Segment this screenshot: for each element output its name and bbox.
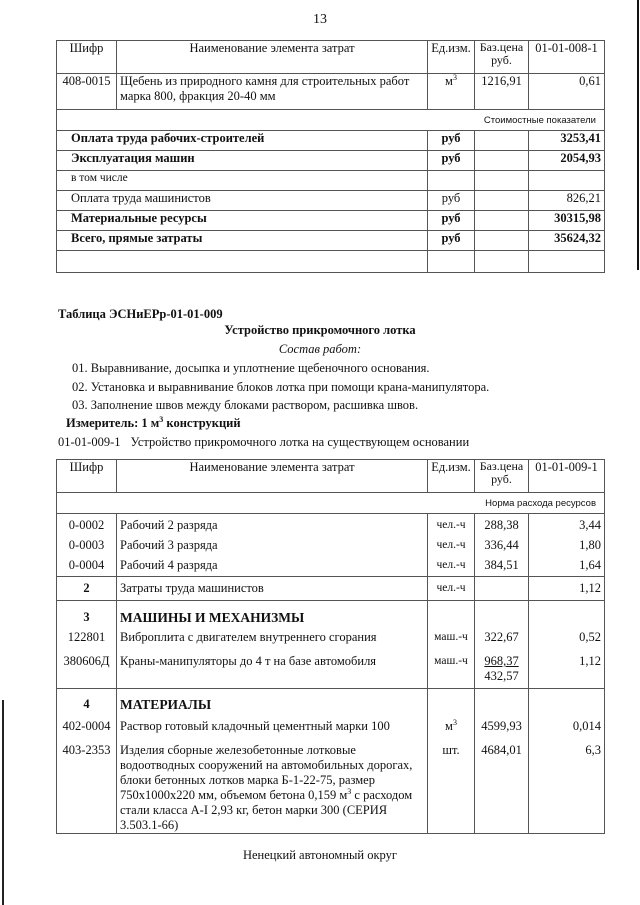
row-unit: чел.-ч <box>428 577 475 601</box>
table-header-row <box>57 460 605 493</box>
row-unit: маш.-ч <box>428 625 475 645</box>
row-value: 0,014 <box>529 712 605 734</box>
table-header-row <box>57 41 605 74</box>
scan-edge-right <box>637 0 639 270</box>
header-item-code: 01-01-009-1 <box>529 460 605 493</box>
cost-row <box>57 171 605 191</box>
group-code: 3 <box>57 601 117 626</box>
item-code: 01-01-009-1 <box>58 435 121 449</box>
row-code: 403-2353 <box>57 734 117 834</box>
cost-name: в том числе <box>57 171 428 191</box>
group-title: МАТЕРИАЛЫ <box>117 689 428 713</box>
cost-row <box>57 231 605 251</box>
cost-name: Оплата труда рабочих-строителей <box>57 131 428 151</box>
section-label: Стоимостные показатели <box>57 110 605 131</box>
machinist-labor-row <box>57 577 605 601</box>
header-unit: Ед.изм. <box>428 460 475 493</box>
table-row <box>57 625 605 645</box>
cost-unit: руб <box>428 231 475 251</box>
page-footer: Ненецкий автономный округ <box>242 848 398 862</box>
measure-unit: Измеритель: 1 $м^3$ конструкций <box>66 414 241 430</box>
cost-unit: руб <box>428 131 475 151</box>
cost-row <box>57 191 605 211</box>
row-unit: чел.-ч <box>428 514 475 534</box>
row-name: Краны-манипуляторы до 4 т на базе автомобиля <box>117 645 428 689</box>
cost-unit: руб <box>428 151 475 171</box>
table-row <box>57 712 605 734</box>
row-unit: чел.-ч <box>428 533 475 553</box>
row-name: Рабочий 2 разряда <box>117 514 428 534</box>
section-label: Норма расхода ресурсов <box>57 493 605 514</box>
row-price: 288,38 <box>475 514 529 534</box>
row-value: 1,12 <box>529 577 605 601</box>
cost-spacer-row <box>57 251 605 273</box>
row-value: 0,52 <box>529 625 605 645</box>
row-price: 384,51 <box>475 553 529 577</box>
row-unit: $м^3$ <box>428 74 475 110</box>
header-item-code: 01-01-008-1 <box>529 41 605 74</box>
row-code: 408-0015 <box>57 74 117 110</box>
row-code: 0-0003 <box>57 533 117 553</box>
header-name: Наименование элемента затрат <box>117 460 428 493</box>
cost-value: 35624,32 <box>529 231 605 251</box>
header-code: Шифр <box>57 460 117 493</box>
header-price: Баз.цена руб. <box>475 41 529 74</box>
header-code: Шифр <box>57 41 117 74</box>
item-code-line <box>58 435 469 450</box>
row-unit: чел.-ч <box>428 553 475 577</box>
row-price: 4684,01 <box>475 734 529 834</box>
row-code: 0-0004 <box>57 553 117 577</box>
materials-group-header <box>57 689 605 713</box>
row-code: 380606Д <box>57 645 117 689</box>
composition-label: Состав работ: <box>278 342 362 356</box>
row-price: 322,67 <box>475 625 529 645</box>
row-name: Виброплита с двигателем внутреннего сгорания <box>117 625 428 645</box>
cost-unit: руб <box>428 191 475 211</box>
cost-unit: руб <box>428 211 475 231</box>
cost-unit <box>428 171 475 191</box>
table-row <box>57 734 605 834</box>
work-item: 02. Установка и выравнивание блоков лотка при помощи крана-манипулятора. <box>72 380 490 394</box>
cost-row <box>57 211 605 231</box>
row-value: 1,64 <box>529 553 605 577</box>
header-unit: Ед.изм. <box>428 41 475 74</box>
row-code: 2 <box>57 577 117 601</box>
header-price: Баз.цена руб. <box>475 460 529 493</box>
table-row <box>57 645 605 689</box>
work-item: 03. Заполнение швов между блоками раствором, расшивка швов. <box>72 398 419 412</box>
row-name: Затраты труда машинистов <box>117 577 428 601</box>
row-value: 1,12 <box>529 645 605 689</box>
work-item: 01. Выравнивание, досыпка и уплотнение щебеночного основания. <box>72 361 430 375</box>
row-price: 1216,91 <box>475 74 529 110</box>
row-code: 122801 <box>57 625 117 645</box>
section-subtitle: Устройство прикромочного лотка <box>224 323 416 337</box>
row-code: 0-0002 <box>57 514 117 534</box>
cost-value <box>529 171 605 191</box>
row-price: 968,37 432,57 <box>475 645 529 689</box>
row-name: Раствор готовый кладочный цементный марки 100 <box>117 712 428 734</box>
row-price: 336,44 <box>475 533 529 553</box>
table-row <box>57 553 605 577</box>
cost-value: 826,21 <box>529 191 605 211</box>
row-code: 402-0004 <box>57 712 117 734</box>
header-name: Наименование элемента затрат <box>117 41 428 74</box>
row-name: Изделия сборные железобетонные лотковые водоотводных сооружений на автомобильных дорогах, блоки бетонных лотков марка Б-1-22-75, размер 750х1000х220 мм, объемом бетона 0,159 $м^3$ с расходом стали класса А-I 2,93 кг, бетон марки 300 (СЕРИЯ 3.503.1-66) <box>117 734 428 834</box>
group-title: МАШИНЫ И МЕХАНИЗМЫ <box>117 601 428 626</box>
section-label-row <box>57 110 605 131</box>
cost-row <box>57 151 605 171</box>
cost-value: 2054,93 <box>529 151 605 171</box>
table-row <box>57 533 605 553</box>
cost-value: 3253,41 <box>529 131 605 151</box>
scan-edge-left <box>2 700 4 905</box>
cost-name: Материальные ресурсы <box>57 211 428 231</box>
row-value: 6,3 <box>529 734 605 834</box>
row-value: 3,44 <box>529 514 605 534</box>
cost-name: Всего, прямые затраты <box>57 231 428 251</box>
row-name: Рабочий 4 разряда <box>117 553 428 577</box>
table-row <box>57 514 605 534</box>
row-name: Щебень из природного камня для строительных работ марка 800, фракция 20-40 мм <box>117 74 428 110</box>
row-price: 4599,93 <box>475 712 529 734</box>
cost-name: Эксплуатация машин <box>57 151 428 171</box>
cost-table-01-01-008 <box>56 40 605 273</box>
row-unit: $м^3$ <box>428 712 475 734</box>
section-label-row <box>57 493 605 514</box>
row-unit: шт. <box>428 734 475 834</box>
row-value: 0,61 <box>529 74 605 110</box>
cost-name: Оплата труда машинистов <box>57 191 428 211</box>
table-row <box>57 74 605 110</box>
row-name: Рабочий 3 разряда <box>117 533 428 553</box>
page-number: 13 <box>313 12 327 27</box>
group-code: 4 <box>57 689 117 713</box>
machines-group-header <box>57 601 605 626</box>
cost-value: 30315,98 <box>529 211 605 231</box>
row-value: 1,80 <box>529 533 605 553</box>
item-name: Устройство прикромочного лотка на существующем основании <box>130 435 470 449</box>
row-price <box>475 577 529 601</box>
table-title: Таблица ЭСНиЕРр-01-01-009 <box>58 307 223 321</box>
cost-row <box>57 131 605 151</box>
row-unit: маш.-ч <box>428 645 475 689</box>
resource-table-01-01-009 <box>56 459 605 834</box>
